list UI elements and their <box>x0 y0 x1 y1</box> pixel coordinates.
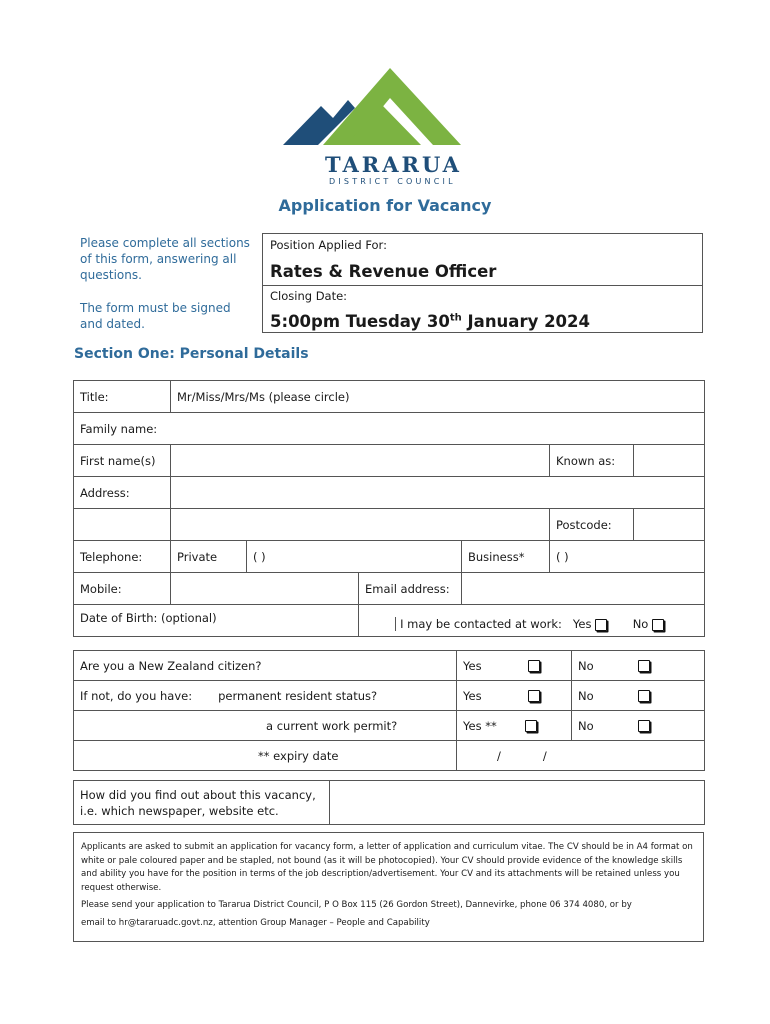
business-phone-field[interactable]: ( ) <box>550 541 705 573</box>
title-field[interactable]: Mr/Miss/Mrs/Ms (please circle) <box>171 381 705 413</box>
council-logo <box>283 68 463 186</box>
private-label: Private <box>171 541 247 573</box>
resident-yes-checkbox[interactable] <box>528 690 540 702</box>
address-label-blank <box>74 509 171 541</box>
vacancy-source-question: How did you find out about this vacancy, i.e. which newspaper, website etc. <box>74 781 330 825</box>
mobile-field[interactable] <box>171 573 359 605</box>
resident-question: If not, do you have: permanent resident status? <box>74 681 457 711</box>
contact-work-label: I may be contacted at work: <box>395 617 562 631</box>
contact-work-yes-checkbox[interactable] <box>595 619 607 631</box>
notice-paragraph-email: email to hr@tararuadc.govt.nz, attention Group Manager – People and Capability <box>81 917 430 928</box>
address-field-line1[interactable] <box>171 477 705 509</box>
personal-details-table <box>73 380 705 637</box>
citizen-yes: Yes <box>457 651 572 681</box>
contact-work-no-label: No <box>632 617 649 631</box>
citizen-no-checkbox[interactable] <box>638 660 650 672</box>
email-field[interactable] <box>462 573 705 605</box>
known-as-label: Known as: <box>550 445 634 477</box>
position-box <box>262 233 703 333</box>
permit-no: No <box>572 711 705 741</box>
email-label: Email address: <box>359 573 462 605</box>
telephone-label: Telephone: <box>74 541 171 573</box>
mobile-label: Mobile: <box>74 573 171 605</box>
permit-yes: Yes ** <box>457 711 572 741</box>
postcode-field[interactable] <box>634 509 705 541</box>
notice-paragraph-address: Please send your application to Tararua District Council, P O Box 115 (26 Gordon Street), Dannevirke, phone 06 374 4080, or by <box>81 900 632 910</box>
closing-date-label: Closing Date: <box>270 289 348 303</box>
position-value: Rates & Revenue Officer <box>270 262 497 281</box>
first-names-label: First name(s) <box>74 445 171 477</box>
dob-field[interactable]: Date of Birth: (optional) <box>74 605 359 637</box>
expiry-date-field[interactable]: / / <box>457 741 705 771</box>
instructions-signed: The form must be signed and dated. <box>80 301 231 331</box>
logo-subtitle: DISTRICT COUNCIL <box>329 177 456 186</box>
contact-work-yes-label: Yes <box>572 617 592 631</box>
address-field-line2[interactable] <box>171 509 550 541</box>
contact-at-work <box>359 605 705 637</box>
vacancy-source-table <box>73 780 705 825</box>
private-phone-field[interactable]: ( ) <box>247 541 462 573</box>
logo-name: TARARUA <box>325 152 462 177</box>
closing-date-value: 5:00pm Tuesday 30th January 2024 <box>270 312 591 331</box>
resident-no: No <box>572 681 705 711</box>
instructions-complete: Please complete all sections of this form, answering all questions. <box>80 236 250 282</box>
business-label: Business* <box>462 541 550 573</box>
notice-paragraph-cv: Applicants are asked to submit an application for vacancy form, a letter of application and curriculum vitae. The CV should be in A4 format on white or pale coloured paper and be stapled, not bound (as it will be photocopied). Your CV should provide evidence of the knowledge skills and ability you have for the position in terms of the job description/advertisement. Your CV and its attachments will be retained unless you request otherwise. <box>81 842 693 893</box>
postcode-label: Postcode: <box>550 509 634 541</box>
citizenship-table <box>73 650 705 771</box>
address-label: Address: <box>74 477 171 509</box>
permit-yes-checkbox[interactable] <box>525 720 537 732</box>
family-name-field[interactable]: Family name: <box>74 413 705 445</box>
permit-question: a current work permit? <box>74 711 457 741</box>
citizen-no: No <box>572 651 705 681</box>
section-one-heading: Section One: Personal Details <box>74 346 309 362</box>
citizen-question: Are you a New Zealand citizen? <box>74 651 457 681</box>
position-label: Position Applied For: <box>270 238 387 252</box>
mountain-logo-icon <box>283 68 463 152</box>
form-title: Application for Vacancy <box>278 196 492 215</box>
permit-no-checkbox[interactable] <box>638 720 650 732</box>
contact-work-no-checkbox[interactable] <box>652 619 664 631</box>
first-names-field[interactable] <box>171 445 550 477</box>
citizen-yes-checkbox[interactable] <box>528 660 540 672</box>
expiry-label: ** expiry date <box>74 741 457 771</box>
resident-yes: Yes <box>457 681 572 711</box>
vacancy-source-field[interactable] <box>330 781 705 825</box>
known-as-field[interactable] <box>634 445 705 477</box>
application-notice <box>73 832 704 942</box>
resident-no-checkbox[interactable] <box>638 690 650 702</box>
title-label: Title: <box>74 381 171 413</box>
